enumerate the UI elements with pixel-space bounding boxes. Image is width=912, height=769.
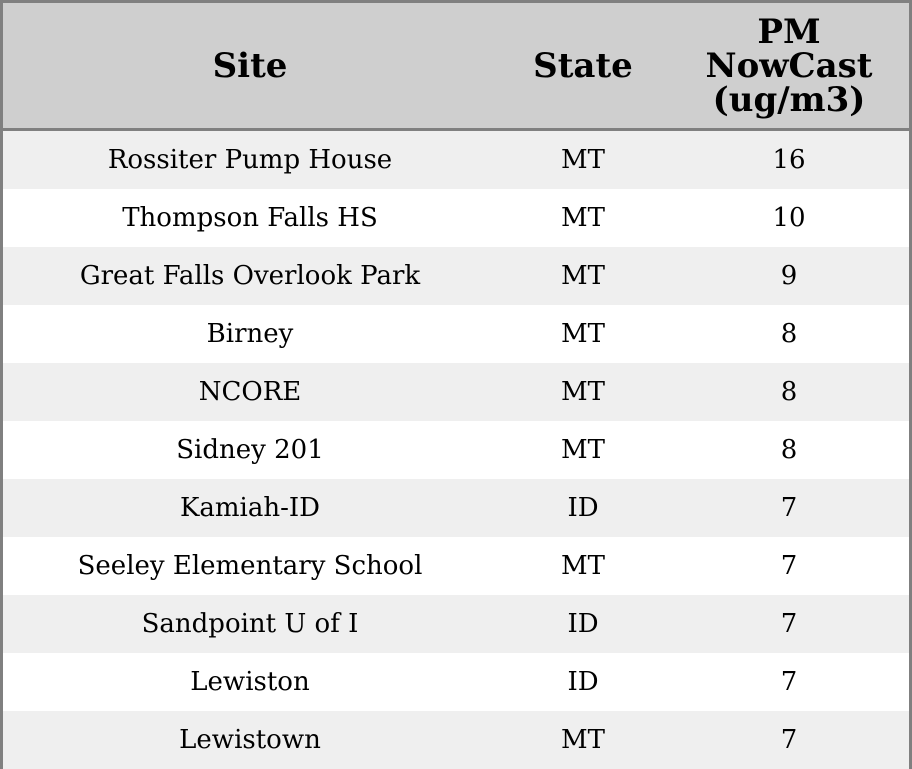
cell-site: Sandpoint U of I: [3, 595, 497, 653]
cell-pm-nowcast: 7: [669, 595, 909, 653]
cell-state: MT: [497, 189, 669, 247]
table-row: [3, 189, 909, 247]
cell-state: MT: [497, 711, 669, 769]
cell-state: MT: [497, 247, 669, 305]
cell-pm-nowcast: 8: [669, 305, 909, 363]
cell-site: Seeley Elementary School: [3, 537, 497, 595]
cell-state: MT: [497, 363, 669, 421]
cell-state: ID: [497, 595, 669, 653]
table-row: [3, 247, 909, 305]
cell-state: MT: [497, 537, 669, 595]
table-row: [3, 130, 909, 190]
cell-state: ID: [497, 479, 669, 537]
cell-pm-nowcast: 16: [669, 130, 909, 190]
table-row: [3, 653, 909, 711]
column-header-pm-line-1: PM: [757, 11, 821, 52]
cell-site: Rossiter Pump House: [3, 130, 497, 190]
cell-pm-nowcast: 10: [669, 189, 909, 247]
cell-pm-nowcast: 7: [669, 537, 909, 595]
cell-pm-nowcast: 7: [669, 711, 909, 769]
cell-pm-nowcast: 7: [669, 479, 909, 537]
table-row: [3, 711, 909, 769]
cell-site: Lewiston: [3, 653, 497, 711]
cell-site: Kamiah-ID: [3, 479, 497, 537]
table-row: [3, 479, 909, 537]
table-row: [3, 537, 909, 595]
table-header-row: [3, 3, 909, 130]
cell-site: Thompson Falls HS: [3, 189, 497, 247]
cell-state: MT: [497, 421, 669, 479]
column-header-site: Site: [3, 3, 497, 130]
table-row: [3, 305, 909, 363]
table-row: [3, 363, 909, 421]
column-header-pm-line-3: (ug/m3): [712, 79, 866, 120]
column-header-state: State: [497, 3, 669, 130]
column-header-pm-nowcast: [669, 3, 909, 130]
cell-state: MT: [497, 130, 669, 190]
pm-nowcast-table: [3, 3, 909, 769]
cell-site: Sidney 201: [3, 421, 497, 479]
cell-site: NCORE: [3, 363, 497, 421]
cell-site: Birney: [3, 305, 497, 363]
cell-pm-nowcast: 9: [669, 247, 909, 305]
cell-site: Lewistown: [3, 711, 497, 769]
table-row: [3, 421, 909, 479]
cell-state: MT: [497, 305, 669, 363]
cell-pm-nowcast: 8: [669, 363, 909, 421]
cell-pm-nowcast: 7: [669, 653, 909, 711]
table-row: [3, 595, 909, 653]
cell-site: Great Falls Overlook Park: [3, 247, 497, 305]
column-header-pm-line-2: NowCast: [705, 45, 873, 86]
cell-state: ID: [497, 653, 669, 711]
cell-pm-nowcast: 8: [669, 421, 909, 479]
